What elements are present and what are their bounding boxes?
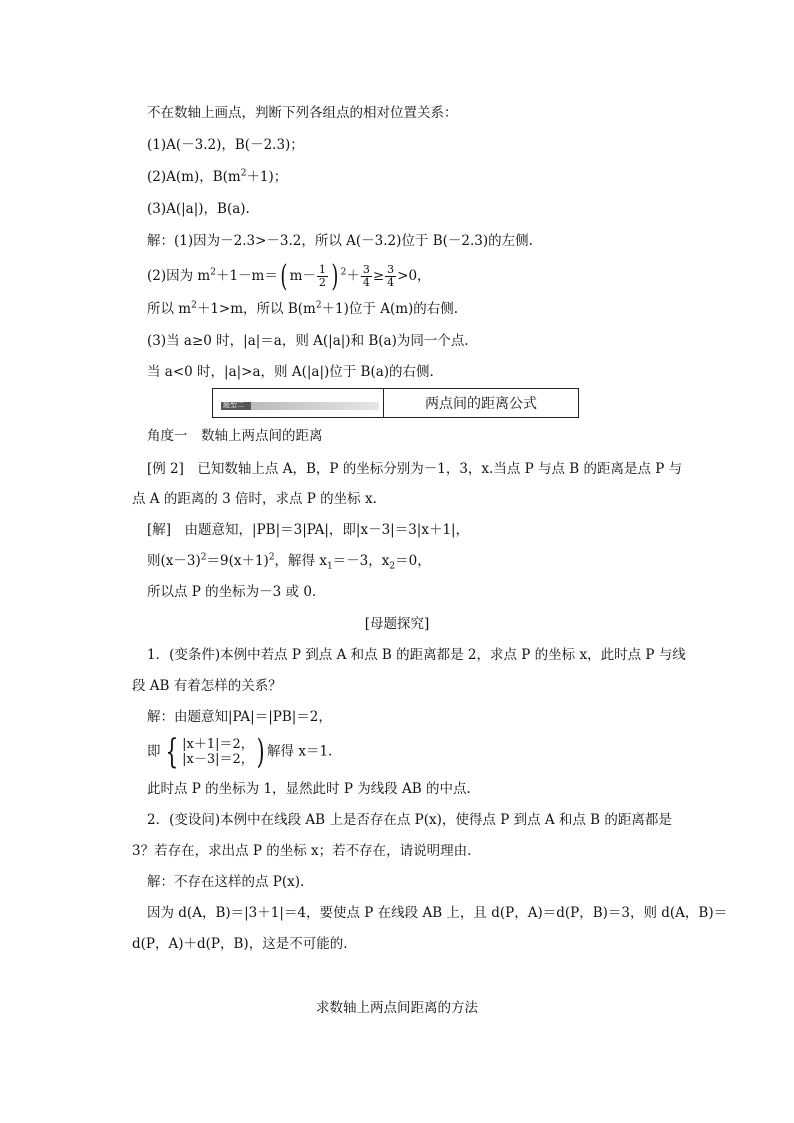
explore-q1-solution-1: 解：由题意知|PA|＝|PB|＝2， <box>147 709 332 725</box>
example-line-1: [例 2] 已知数轴上点 A，B，P 的坐标分别为－1，3，x.当点 P 与点 B 的距离是点 P 与 <box>147 461 683 477</box>
example-solution-1: [解] 由题意知，|PB|＝3|PA|，即|x－3|＝3|x＋1|， <box>147 522 470 538</box>
explore-q2-solution-3: d(P，A)＋d(P，B)，这是不可能的. <box>132 936 348 952</box>
problem-part-2: (2)A(m)，$B(m^2+1)$； <box>147 168 288 185</box>
method-heading: 求数轴上两点间距离的方法 <box>316 1000 478 1016</box>
section-title: 两点间的距离公式 <box>425 396 537 412</box>
angle-heading: 角度一 数轴上两点间的距离 <box>147 428 323 444</box>
explore-q2-line-2: 3？若存在，求出点 P 的坐标 x；若不存在，请说明理由. <box>132 843 472 859</box>
fraction-one-half: $\frac{1}{2}$ <box>318 263 326 289</box>
section-header-box <box>212 388 579 418</box>
solution-part-3: (3)当 a≥0 时，|a|＝a，则 A(|a|)和 B(a)为同一个点. <box>147 333 469 349</box>
problem-intro: 不在数轴上画点，判断下列各组点的相对位置关系： <box>147 105 458 121</box>
equation-system: |x＋1|＝2， |x－3|＝2， <box>182 737 254 767</box>
explore-q1-conclusion: 此时点 P 的坐标为 1，显然此时 P 为线段 AB 的中点. <box>147 781 471 797</box>
example-solution-2: 则$(x-3)^2=9(x+1)^2$，解得 $x_1=-3$，$x_2=0$， <box>147 552 431 572</box>
explore-q1-line-1: 1．(变条件)本例中若点 P 到点 A 和点 B 的距离都是 2，求点 P 的坐标 x，此时点 P 与线 <box>147 647 686 663</box>
explore-q2-line-1: 2．(变设问)本例中在线段 AB 上是否存在点 P(x)，使得点 P 到点 A 和点 B 的距离都是 <box>147 812 672 828</box>
section-label-bar <box>213 389 384 417</box>
problem-part-1: (1)A(－3.2)，B(－2.3)； <box>147 137 304 153</box>
explore-q2-solution-2: 因为 d(A，B)＝|3＋1|＝4，要使点 P 在线段 AB 上，且 d(P，A)＝d(P，B)＝3，则 d(A，B)＝ <box>147 905 728 921</box>
fraction-three-quarters: $\frac{3}{4}$ <box>362 263 370 289</box>
solution-part-2-equation: (2)因为 $m^2+1-m=$( m－ $\frac{1}{2}$ ) $^2$＋ $\frac{3}{4}$ ≥ $\frac{3}{4}$ >0， <box>147 258 431 294</box>
explore-q1-system: 即 { |x＋1|＝2， |x－3|＝2， ) 解得 x＝1. <box>147 732 333 772</box>
example-line-2: 点 A 的距离的 3 倍时，求点 P 的坐标 x. <box>132 491 377 507</box>
solution-part-3-case-2: 当 a<0 时，|a|>a，则 A(|a|)位于 B(a)的右侧. <box>147 364 434 380</box>
solution-part-2-conclusion: 所以 $m^2+1>m$，所以 $B(m^2+1)$位于 A(m)的右侧. <box>147 300 459 317</box>
problem-part-3: (3)A(|a|)，B(a). <box>147 201 250 217</box>
section-tag: 题型二 <box>223 401 244 409</box>
explore-q1-line-2: 段 AB 有着怎样的关系？ <box>132 678 282 694</box>
explore-q2-solution-1: 解：不存在这样的点 P(x). <box>147 874 305 890</box>
explore-heading: [母题探究] <box>364 616 430 632</box>
solution-part-1: 解：(1)因为－2.3>－3.2，所以 A(－3.2)位于 B(－2.3)的左侧. <box>147 233 533 249</box>
example-solution-3: 所以点 P 的坐标为－3 或 0. <box>147 584 317 600</box>
fraction-three-quarters-2: $\frac{3}{4}$ <box>387 263 395 289</box>
